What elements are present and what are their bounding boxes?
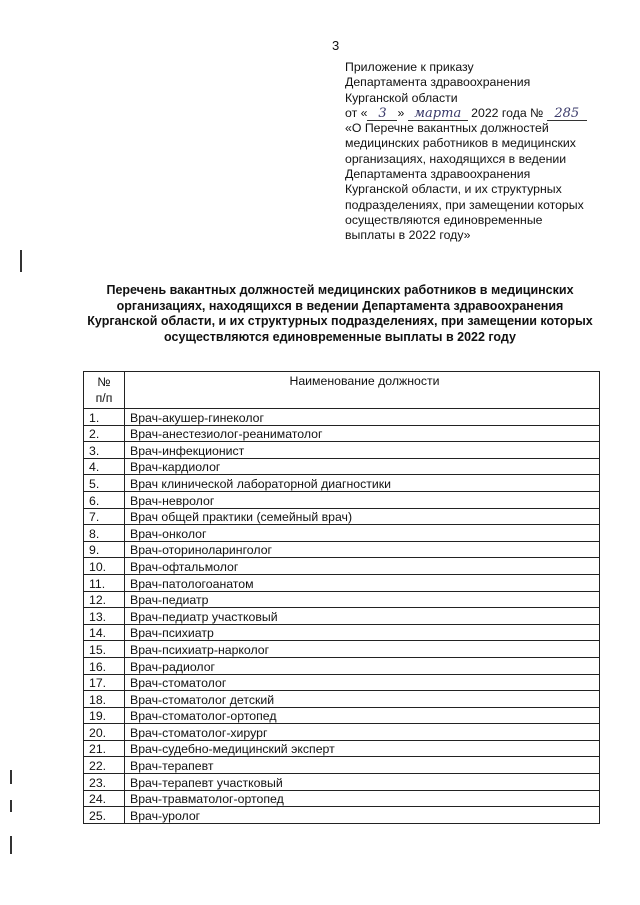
row-position-name: Врач-педиатр участковый: [125, 608, 600, 625]
row-number: 23.: [84, 774, 125, 791]
table-row: [84, 475, 600, 492]
row-number: 8.: [84, 525, 125, 542]
table-row: [84, 691, 600, 708]
date-quote-close: »: [397, 105, 405, 120]
scan-mark: [10, 770, 12, 784]
header-num-line: п/п: [95, 391, 113, 405]
row-number: 20.: [84, 724, 125, 741]
row-position-name: Врач-акушер-гинеколог: [125, 409, 600, 426]
column-header-name: Наименование должности: [125, 372, 600, 409]
table-row: [84, 707, 600, 724]
order-subject: [345, 121, 615, 243]
table-row: [84, 558, 600, 575]
row-position-name: Врач-анестезиолог-реаниматолог: [125, 425, 600, 442]
row-position-name: Врач-стоматолог-ортопед: [125, 707, 600, 724]
subject-line: организациях, находящихся в ведении: [345, 151, 567, 166]
row-position-name: Врач-психиатр-нарколог: [125, 641, 600, 658]
appendix-line: Департамента здравоохранения: [345, 75, 531, 90]
table-row: [84, 458, 600, 475]
table-row: [84, 409, 600, 426]
subject-line: осуществляются единовременные: [345, 212, 543, 227]
row-number: 10.: [84, 558, 125, 575]
row-number: 16.: [84, 657, 125, 674]
subject-line: «О Перечне вакантных должностей: [345, 121, 549, 136]
table-row: [84, 774, 600, 791]
subject-line: медицинских работников в медицинских: [345, 136, 576, 151]
column-header-number: [84, 372, 125, 409]
row-position-name: Врач-стоматолог детский: [125, 691, 600, 708]
table-row: [84, 541, 600, 558]
table-row: [84, 740, 600, 757]
header-num-line: №: [97, 375, 111, 389]
table-row: [84, 807, 600, 824]
table-header-row: [84, 372, 600, 409]
row-position-name: Врач-невролог: [125, 491, 600, 508]
subject-line: подразделениях, при замещении которых: [345, 197, 584, 212]
row-number: 21.: [84, 740, 125, 757]
row-number: 17.: [84, 674, 125, 691]
row-position-name: Врач-педиатр: [125, 591, 600, 608]
date-year-text: 2022 года №: [471, 105, 544, 120]
document-title: [70, 283, 610, 345]
row-number: 6.: [84, 491, 125, 508]
title-line: Перечень вакантных должностей медицинских работников в медицинских: [106, 283, 574, 297]
row-position-name: Врач-психиатр: [125, 624, 600, 641]
table-row: [84, 425, 600, 442]
row-number: 12.: [84, 591, 125, 608]
row-number: 14.: [84, 624, 125, 641]
table-row: [84, 574, 600, 591]
table-row: [84, 491, 600, 508]
table-row: [84, 757, 600, 774]
row-position-name: Врач-стоматолог-хирург: [125, 724, 600, 741]
row-number: 19.: [84, 707, 125, 724]
subject-line: Департамента здравоохранения: [345, 167, 531, 182]
title-line: организациях, находящихся в ведении Департамента здравоохранения: [116, 298, 564, 313]
row-position-name: Врач-инфекционист: [125, 442, 600, 459]
row-number: 4.: [84, 458, 125, 475]
table-row: [84, 591, 600, 608]
row-position-name: Врач-уролог: [125, 807, 600, 824]
positions-table: [83, 371, 600, 824]
row-number: 22.: [84, 757, 125, 774]
row-position-name: Врач-терапевт участковый: [125, 774, 600, 791]
page-number: 3: [332, 38, 340, 53]
handwritten-month: марта: [408, 108, 468, 121]
row-position-name: Врач общей практики (семейный врач): [125, 508, 600, 525]
row-position-name: Врач-травматолог-ортопед: [125, 790, 600, 807]
title-line: Курганской области, и их структурных подразделениях, при замещении которых: [87, 314, 593, 328]
order-date-line: [345, 106, 615, 121]
table-row: [84, 525, 600, 542]
appendix-line: Приложение к приказу: [345, 60, 474, 74]
table-row: [84, 724, 600, 741]
table-row: [84, 624, 600, 641]
subject-line: выплаты в 2022 году»: [345, 228, 471, 243]
row-number: 18.: [84, 691, 125, 708]
row-number: 15.: [84, 641, 125, 658]
row-number: 24.: [84, 790, 125, 807]
row-number: 5.: [84, 475, 125, 492]
row-number: 2.: [84, 425, 125, 442]
row-number: 11.: [84, 574, 125, 591]
table-row: [84, 608, 600, 625]
scan-mark: [10, 836, 12, 854]
row-position-name: Врач клинической лабораторной диагностики: [125, 475, 600, 492]
row-number: 7.: [84, 508, 125, 525]
row-number: 25.: [84, 807, 125, 824]
row-position-name: Врач-онколог: [125, 525, 600, 542]
scan-mark: [10, 800, 12, 812]
row-number: 9.: [84, 541, 125, 558]
row-number: 1.: [84, 409, 125, 426]
scan-mark: [20, 250, 22, 272]
title-line: осуществляются единовременные выплаты в 2022 году: [164, 329, 516, 344]
row-position-name: Врач-офтальмолог: [125, 558, 600, 575]
handwritten-order-number: 285: [547, 108, 587, 121]
appendix-block: [345, 60, 615, 244]
table-row: [84, 657, 600, 674]
handwritten-day: 3: [367, 108, 397, 121]
table-row: [84, 641, 600, 658]
row-number: 3.: [84, 442, 125, 459]
appendix-line: Курганской области: [345, 90, 458, 105]
row-number: 13.: [84, 608, 125, 625]
row-position-name: Врач-кардиолог: [125, 458, 600, 475]
row-position-name: Врач-судебно-медицинский эксперт: [125, 740, 600, 757]
row-position-name: Врач-радиолог: [125, 657, 600, 674]
table-row: [84, 442, 600, 459]
subject-line: Курганской области, и их структурных: [345, 182, 562, 197]
table-row: [84, 674, 600, 691]
date-prefix: от «: [345, 105, 368, 120]
row-position-name: Врач-патологоанатом: [125, 574, 600, 591]
row-position-name: Врач-терапевт: [125, 757, 600, 774]
table-row: [84, 508, 600, 525]
row-position-name: Врач-стоматолог: [125, 674, 600, 691]
table-row: [84, 790, 600, 807]
row-position-name: Врач-оториноларинголог: [125, 541, 600, 558]
